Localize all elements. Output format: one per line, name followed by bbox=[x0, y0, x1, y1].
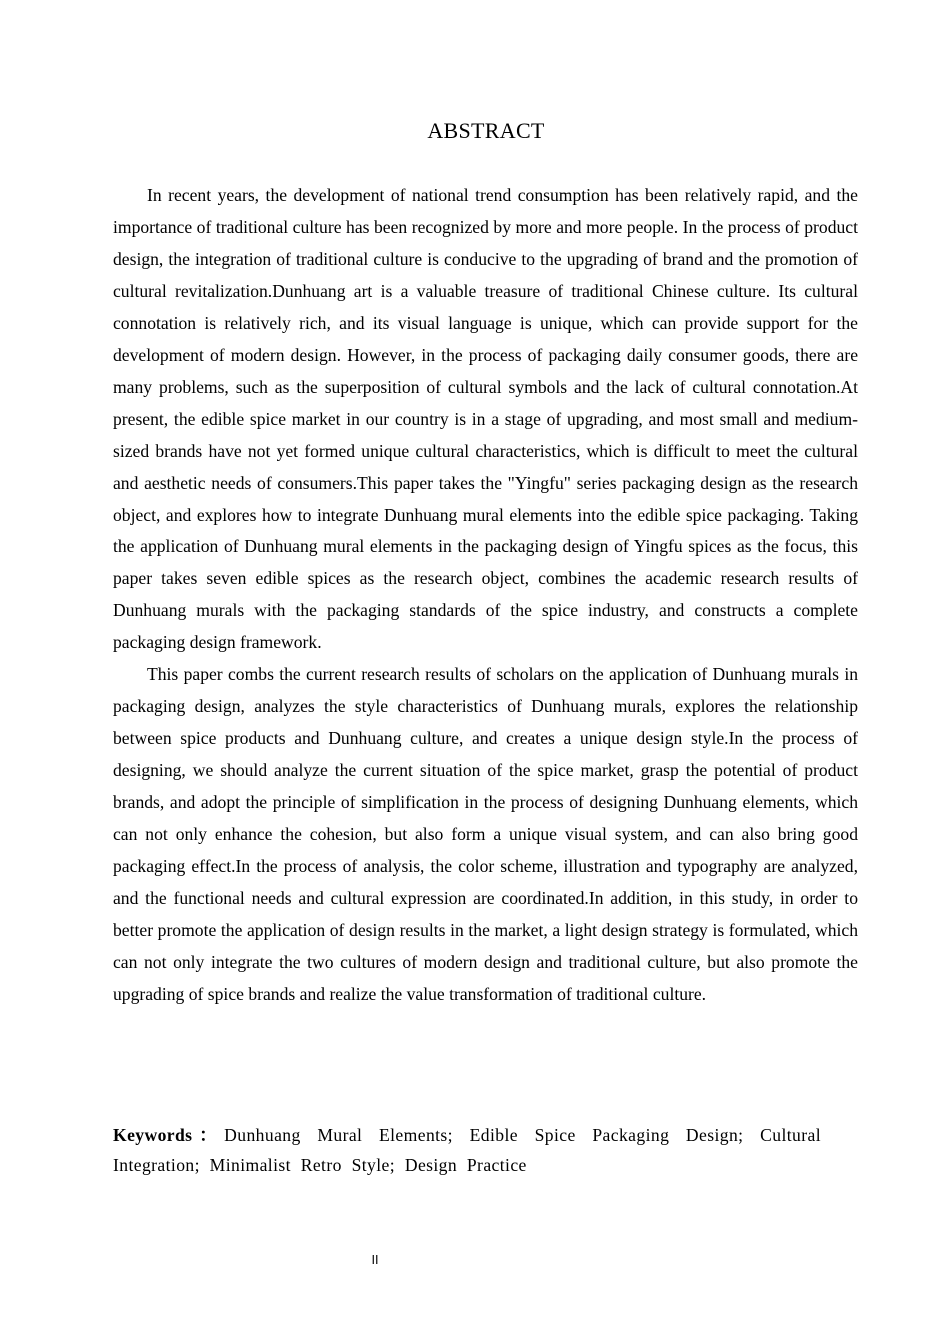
keywords-label: Keywords： bbox=[113, 1125, 225, 1145]
keywords-text: Dunhuang Mural Elements; Edible Spice Packaging Design; Cultural Integration; Minimalist Retro Style; Design Practice bbox=[113, 1125, 821, 1175]
abstract-body bbox=[113, 180, 858, 1011]
page-number: II bbox=[371, 1253, 379, 1267]
abstract-title: ABSTRACT bbox=[427, 118, 545, 143]
abstract-paragraph-1: In recent years, the development of national trend consumption has been relatively rapid, and the importance of traditional culture has been recognized by more and more people. In the process of product design, the integration of traditional culture is conducive to the upgrading of brand and the promotion of cultural revitalization.Dunhuang art is a valuable treasure of traditional Chinese culture. Its cultural connotation is relatively rich, and its visual language is unique, which can provide support for the development of modern design. However, in the process of packaging daily consumer goods, there are many problems, such as the superposition of cultural symbols and the lack of cultural connotation.At present, the edible spice market in our country is in a stage of upgrading, and most small and medium-sized brands have not yet formed unique cultural characteristics, which is difficult to meet the cultural and aesthetic needs of consumers.This paper takes the "Yingfu" series packaging design as the research object, and explores how to integrate Dunhuang mural elements into the edible spice packaging. Taking the application of Dunhuang mural elements in the packaging design of Yingfu spices as the focus, this paper takes seven edible spices as the research object, combines the academic research results of Dunhuang murals with the packaging standards of the spice industry, and constructs a complete packaging design framework. bbox=[113, 185, 858, 653]
abstract-paragraph-2: This paper combs the current research results of scholars on the application of Dunhuang murals in packaging design, analyzes the style characteristics of Dunhuang murals, explores the relationship between spice products and Dunhuang culture, and creates a unique design style.In the process of designing, we should analyze the current situation of the spice market, grasp the potential of product brands, and adopt the principle of simplification in the process of designing Dunhuang elements, which can not only enhance the cohesion, but also form a unique visual system, and can also bring good packaging effect.In the process of analysis, the color scheme, illustration and typography are analyzed, and the functional needs and cultural expression are coordinated.In addition, in this study, in order to better promote the application of design results in the market, a light design strategy is formulated, which can not only integrate the two cultures of modern design and traditional culture, but also promote the upgrading of spice brands and realize the value transformation of traditional culture. bbox=[113, 664, 858, 1004]
keywords-section bbox=[113, 1120, 821, 1180]
